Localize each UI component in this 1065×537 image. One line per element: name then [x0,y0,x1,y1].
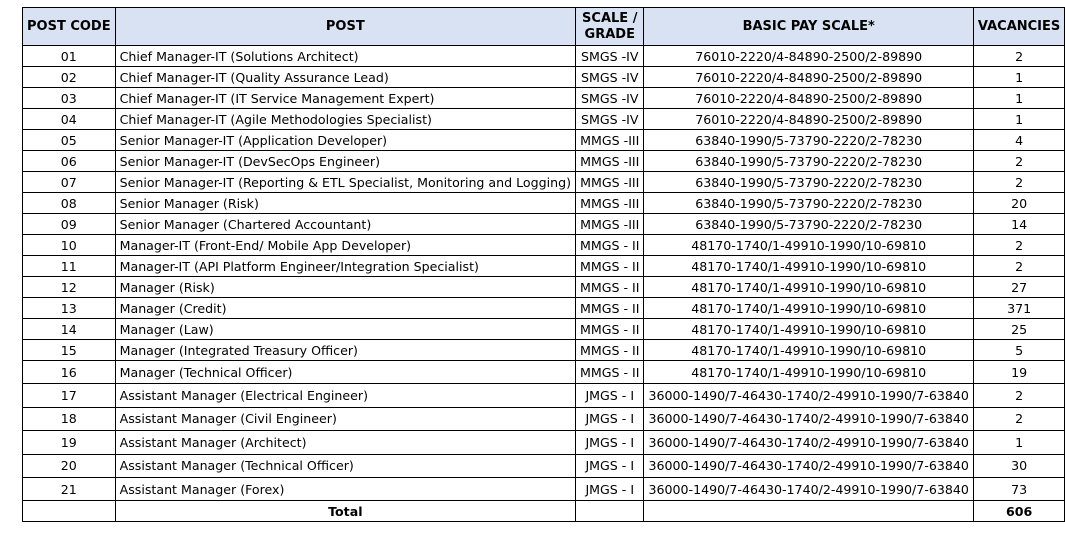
vacancies-cell: 19 [973,361,1064,384]
table-row [23,319,1065,340]
post-cell: Manager (Law) [115,319,575,340]
post-code-cell: 12 [23,277,116,298]
total-empty-cell [576,501,644,522]
post-code-cell: 20 [23,454,116,477]
header-vacancies: VACANCIES [973,8,1064,46]
vacancies-cell: 27 [973,277,1064,298]
total-vacancies: 606 [973,501,1064,522]
vacancies-cell: 20 [973,193,1064,214]
scale-grade-cell: MMGS - II [576,319,644,340]
header-post-code: POST CODE [23,8,116,46]
post-code-cell: 11 [23,256,116,277]
post-code-cell: 21 [23,477,116,500]
basic-pay-cell: 63840-1990/5-73790-2220/2-78230 [644,151,973,172]
scale-grade-cell: MMGS -III [576,214,644,235]
table-row [23,172,1065,193]
scale-grade-cell: MMGS -III [576,193,644,214]
basic-pay-cell: 76010-2220/4-84890-2500/2-89890 [644,67,973,88]
post-code-cell: 01 [23,46,116,67]
scale-grade-cell: JMGS - I [576,454,644,477]
table-row [23,340,1065,361]
scale-grade-cell: MMGS - II [576,361,644,384]
post-code-cell: 17 [23,384,116,407]
scale-grade-cell: MMGS - II [576,235,644,256]
table-row [23,277,1065,298]
post-cell: Assistant Manager (Forex) [115,477,575,500]
post-code-cell: 07 [23,172,116,193]
post-cell: Assistant Manager (Architect) [115,431,575,454]
post-cell: Manager-IT (API Platform Engineer/Integration Specialist) [115,256,575,277]
table-row [23,235,1065,256]
post-code-cell: 04 [23,109,116,130]
basic-pay-cell: 63840-1990/5-73790-2220/2-78230 [644,172,973,193]
post-code-cell: 13 [23,298,116,319]
scale-grade-cell: JMGS - I [576,477,644,500]
table-row [23,88,1065,109]
table-row [23,384,1065,407]
scale-grade-cell: JMGS - I [576,431,644,454]
post-cell: Chief Manager-IT (Quality Assurance Lead) [115,67,575,88]
basic-pay-cell: 36000-1490/7-46430-1740/2-49910-1990/7-63840 [644,407,973,430]
table-row [23,130,1065,151]
basic-pay-cell: 48170-1740/1-49910-1990/10-69810 [644,298,973,319]
vacancies-cell: 30 [973,454,1064,477]
post-code-cell: 16 [23,361,116,384]
header-post: POST [115,8,575,46]
table-row [23,67,1065,88]
post-cell: Manager-IT (Front-End/ Mobile App Developer) [115,235,575,256]
basic-pay-cell: 48170-1740/1-49910-1990/10-69810 [644,277,973,298]
vacancies-cell: 1 [973,431,1064,454]
post-cell: Senior Manager (Chartered Accountant) [115,214,575,235]
post-code-cell: 15 [23,340,116,361]
table-row [23,46,1065,67]
post-cell: Chief Manager-IT (Solutions Architect) [115,46,575,67]
basic-pay-cell: 48170-1740/1-49910-1990/10-69810 [644,235,973,256]
total-empty-cell [23,501,116,522]
post-code-cell: 06 [23,151,116,172]
header-basic-pay-scale: BASIC PAY SCALE* [644,8,973,46]
post-code-cell: 08 [23,193,116,214]
scale-grade-cell: SMGS -IV [576,67,644,88]
basic-pay-cell: 48170-1740/1-49910-1990/10-69810 [644,319,973,340]
vacancies-cell: 1 [973,109,1064,130]
post-code-cell: 05 [23,130,116,151]
vacancies-cell: 14 [973,214,1064,235]
post-cell: Assistant Manager (Technical Officer) [115,454,575,477]
table-row [23,214,1065,235]
vacancies-cell: 2 [973,46,1064,67]
scale-grade-cell: SMGS -IV [576,109,644,130]
vacancy-table [22,7,1065,522]
vacancies-cell: 5 [973,340,1064,361]
basic-pay-cell: 48170-1740/1-49910-1990/10-69810 [644,256,973,277]
vacancies-cell: 2 [973,384,1064,407]
vacancies-cell: 2 [973,235,1064,256]
vacancies-cell: 2 [973,151,1064,172]
basic-pay-cell: 48170-1740/1-49910-1990/10-69810 [644,340,973,361]
total-empty-cell [644,501,973,522]
basic-pay-cell: 76010-2220/4-84890-2500/2-89890 [644,46,973,67]
basic-pay-cell: 48170-1740/1-49910-1990/10-69810 [644,361,973,384]
scale-grade-cell: SMGS -IV [576,46,644,67]
table-row [23,407,1065,430]
vacancies-cell: 4 [973,130,1064,151]
scale-grade-cell: MMGS -III [576,172,644,193]
post-cell: Chief Manager-IT (IT Service Management Expert) [115,88,575,109]
post-code-cell: 02 [23,67,116,88]
vacancies-cell: 2 [973,407,1064,430]
table-row [23,298,1065,319]
post-code-cell: 14 [23,319,116,340]
post-code-cell: 09 [23,214,116,235]
scale-grade-cell: MMGS -III [576,151,644,172]
scale-grade-cell: JMGS - I [576,384,644,407]
basic-pay-cell: 76010-2220/4-84890-2500/2-89890 [644,88,973,109]
vacancies-cell: 1 [973,88,1064,109]
vacancies-cell: 2 [973,172,1064,193]
basic-pay-cell: 63840-1990/5-73790-2220/2-78230 [644,214,973,235]
scale-grade-cell: MMGS - II [576,340,644,361]
scale-grade-cell: SMGS -IV [576,88,644,109]
scale-grade-cell: MMGS - II [576,298,644,319]
table-row [23,454,1065,477]
vacancies-cell: 73 [973,477,1064,500]
table-row [23,431,1065,454]
post-code-cell: 03 [23,88,116,109]
table-row [23,256,1065,277]
basic-pay-cell: 36000-1490/7-46430-1740/2-49910-1990/7-63840 [644,454,973,477]
scale-grade-cell: MMGS - II [576,277,644,298]
post-cell: Senior Manager (Risk) [115,193,575,214]
header-row [23,8,1065,46]
basic-pay-cell: 36000-1490/7-46430-1740/2-49910-1990/7-63840 [644,384,973,407]
total-label: Total [115,501,575,522]
post-cell: Manager (Credit) [115,298,575,319]
post-cell: Manager (Risk) [115,277,575,298]
post-cell: Assistant Manager (Electrical Engineer) [115,384,575,407]
table-row [23,151,1065,172]
vacancies-cell: 25 [973,319,1064,340]
table-row [23,361,1065,384]
post-cell: Manager (Technical Officer) [115,361,575,384]
table-row [23,109,1065,130]
table-row [23,193,1065,214]
total-row [23,501,1065,522]
post-code-cell: 19 [23,431,116,454]
scale-grade-cell: MMGS -III [576,130,644,151]
post-cell: Chief Manager-IT (Agile Methodologies Specialist) [115,109,575,130]
vacancies-cell: 371 [973,298,1064,319]
vacancies-cell: 1 [973,67,1064,88]
vacancies-cell: 2 [973,256,1064,277]
header-scale-grade: SCALE / GRADE [576,8,644,46]
post-cell: Senior Manager-IT (Reporting & ETL Specialist, Monitoring and Logging) [115,172,575,193]
table-row [23,477,1065,500]
scale-grade-cell: JMGS - I [576,407,644,430]
basic-pay-cell: 76010-2220/4-84890-2500/2-89890 [644,109,973,130]
post-cell: Assistant Manager (Civil Engineer) [115,407,575,430]
basic-pay-cell: 36000-1490/7-46430-1740/2-49910-1990/7-63840 [644,477,973,500]
post-cell: Manager (Integrated Treasury Officer) [115,340,575,361]
post-code-cell: 10 [23,235,116,256]
scale-grade-cell: MMGS - II [576,256,644,277]
basic-pay-cell: 36000-1490/7-46430-1740/2-49910-1990/7-63840 [644,431,973,454]
post-cell: Senior Manager-IT (DevSecOps Engineer) [115,151,575,172]
post-cell: Senior Manager-IT (Application Developer) [115,130,575,151]
basic-pay-cell: 63840-1990/5-73790-2220/2-78230 [644,193,973,214]
post-code-cell: 18 [23,407,116,430]
basic-pay-cell: 63840-1990/5-73790-2220/2-78230 [644,130,973,151]
